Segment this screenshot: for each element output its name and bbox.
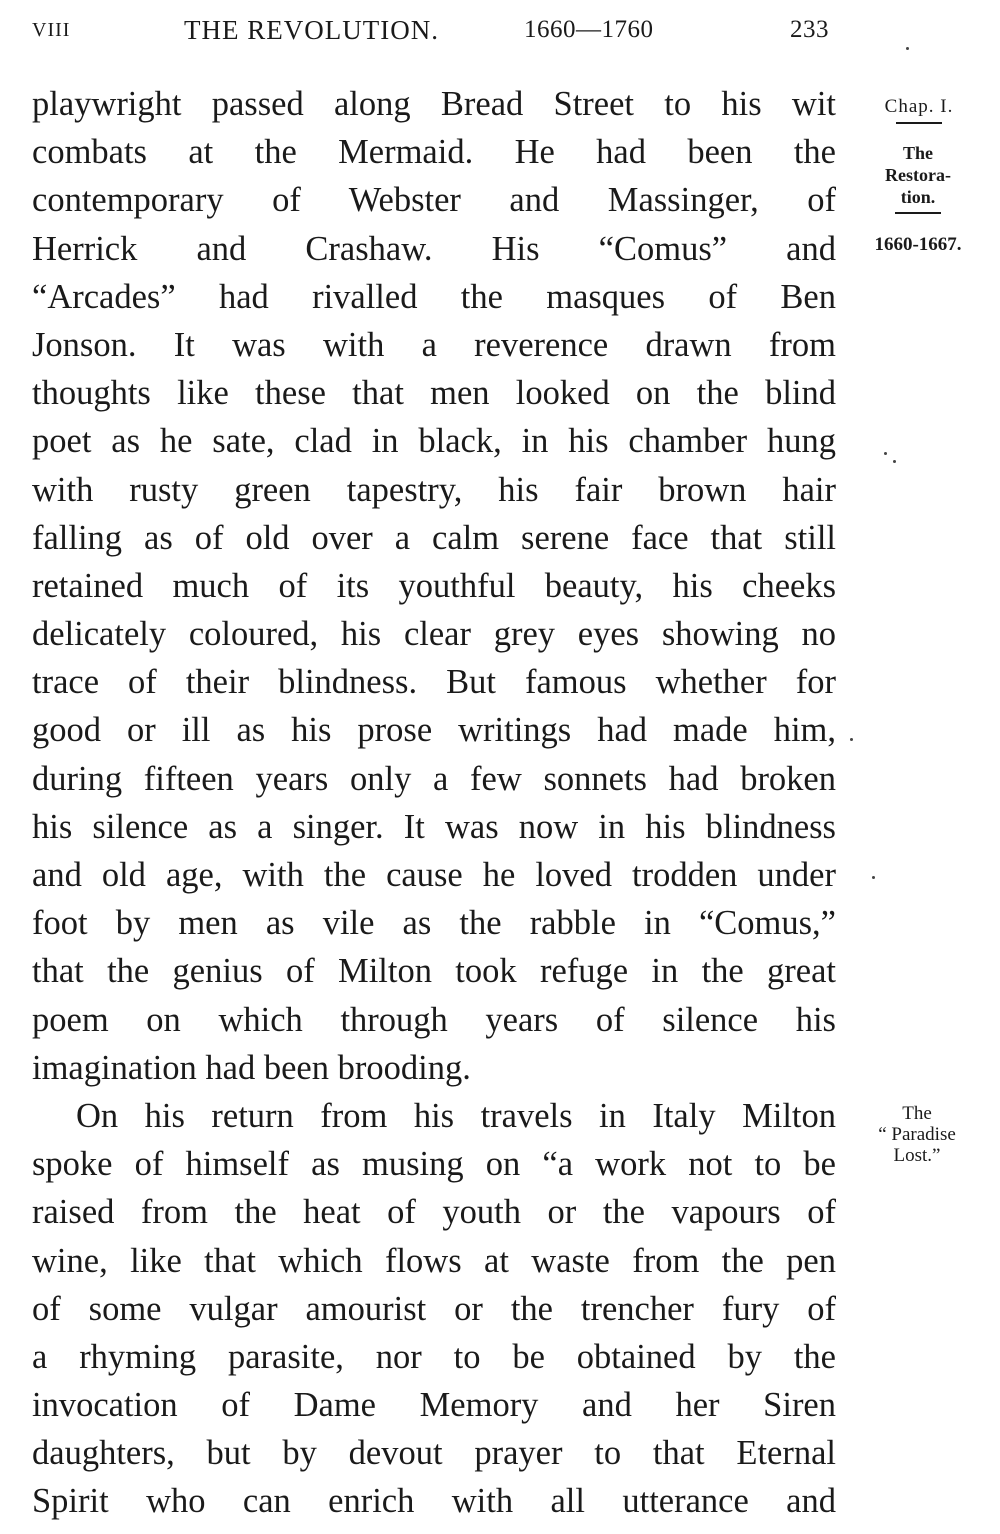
running-dates: 1660—1760 bbox=[524, 16, 654, 43]
text-line: combats at the Mermaid. He had been the bbox=[32, 133, 836, 172]
paradise-line: The bbox=[902, 1103, 932, 1124]
text-line: that the genius of Milton took refuge in the great bbox=[32, 952, 836, 991]
text-line: thoughts like these that men looked on the blind bbox=[32, 374, 836, 413]
section-number: VIII bbox=[32, 19, 71, 41]
text-line: during fifteen years only a few sonnets had broken bbox=[32, 759, 836, 798]
text-line: delicately coloured, his clear grey eyes showing no bbox=[32, 615, 836, 654]
running-title: THE REVOLUTION. bbox=[184, 15, 439, 45]
text-line: Jonson. It was with a reverence drawn from bbox=[32, 325, 836, 364]
restoration-line: Restora- bbox=[885, 165, 951, 185]
text-line: daughters, but by devout prayer to that Eternal bbox=[32, 1434, 836, 1473]
text-line: playwright passed along Bread Street to his wit bbox=[32, 85, 836, 123]
text-line: with rusty green tapestry, his fair brown hair bbox=[32, 470, 836, 509]
text-line: falling as of old over a calm serene face that still bbox=[32, 518, 836, 557]
page-number: 233 bbox=[790, 16, 829, 43]
text-line: wine, like that which flows at waste from the pen bbox=[32, 1241, 836, 1280]
restoration-line: tion. bbox=[900, 187, 936, 207]
restoration-line: The bbox=[902, 143, 933, 163]
paragraph-end-line: imagination had been brooding. bbox=[32, 1048, 471, 1087]
text-line: raised from the heat of youth or the vapours of bbox=[32, 1193, 836, 1232]
text-line: Spirit who can enrich with all utterance and bbox=[32, 1482, 836, 1521]
text-line: foot by men as vile as the rabble in “Comus,” bbox=[32, 904, 836, 943]
text-line: poet as he sate, clad in black, in his chamber hung bbox=[32, 422, 836, 461]
paragraph-start-line: On his return from his travels in Italy Milton bbox=[76, 1096, 836, 1135]
paradise-line: Lost.” bbox=[893, 1145, 941, 1166]
restoration-note bbox=[856, 142, 980, 218]
text-line: and old age, with the cause he loved trodden under bbox=[32, 856, 836, 894]
text-line: trace of their blindness. But famous whether for bbox=[32, 663, 836, 702]
running-head bbox=[0, 12, 1000, 52]
text-line: good or ill as his prose writings had made him, bbox=[32, 711, 836, 750]
text-line: Herrick and Crashaw. His “Comus” and bbox=[32, 229, 836, 268]
text-line: invocation of Dame Memory and her Siren bbox=[32, 1386, 836, 1425]
paradise-line: “ Paradise bbox=[878, 1124, 956, 1145]
divider bbox=[895, 212, 941, 214]
speck bbox=[906, 47, 909, 50]
text-line: of some vulgar amourist or the trencher fury of bbox=[32, 1289, 836, 1328]
chapter-label: Chap. I. bbox=[884, 96, 954, 117]
text-line: “Arcades” had rivalled the masques of Ben bbox=[32, 277, 836, 316]
text-line: his silence as a singer. It was now in his blindness bbox=[32, 807, 836, 846]
paradise-lost-note bbox=[852, 1103, 982, 1166]
speck bbox=[893, 460, 896, 463]
divider bbox=[896, 122, 942, 124]
speck bbox=[850, 738, 853, 741]
speck bbox=[884, 452, 887, 455]
text-line: retained much of its youthful beauty, his cheeks bbox=[32, 566, 836, 605]
text-line: spoke of himself as musing on “a work not to be bbox=[32, 1145, 836, 1184]
text-line: contemporary of Webster and Massinger, of bbox=[32, 181, 836, 220]
text-line: a rhyming parasite, nor to be obtained by the bbox=[32, 1337, 836, 1376]
body-text bbox=[32, 80, 836, 1526]
speck bbox=[872, 876, 875, 879]
chapter-note bbox=[866, 96, 972, 128]
date-range-note: 1660-1667. bbox=[874, 234, 962, 255]
text-line: poem on which through years of silence his bbox=[32, 1000, 836, 1039]
